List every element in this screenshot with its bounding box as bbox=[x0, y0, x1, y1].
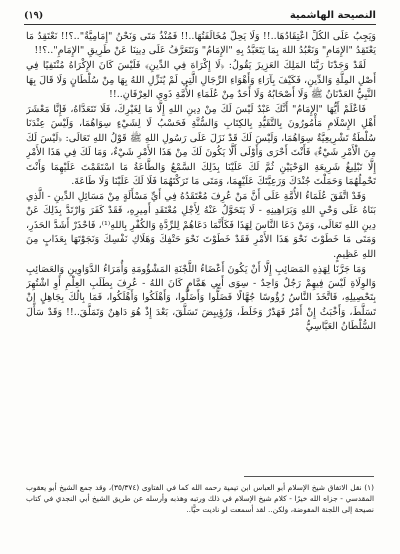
running-title: النصيحة الهاشمية bbox=[289, 9, 376, 21]
running-header bbox=[24, 7, 376, 23]
header-rule bbox=[24, 24, 376, 25]
paragraph: لَقَدْ وَجَدْنَا رَبَّنَا المَلِكَ العَزِيزَ يَقُولُ: ﴿لَا إِكْرَاهَ فِي الدِّينِ﴾ فَلَيْسَ كَانَ الإِكْرَاهُ مُنْتَفِيًا فِي أَصْلِ المِلَّةِ وَالدِّينِ، فَكَيْفَ بِآرَاءِ وَأَهْوَاءِ الرِّجَالِ الَّتِي لَمْ يُنَزِّلِ اللهُ بِهَا مِنْ سُلْطَانٍ وَلَا قَالَ بِهَا النَّبِيُّ العَدْنَانُ ﷺ وَلَا أَصْحَابُهُ وَلَا أَحَدٌ مِنْ عُلَمَاءِ الأُمَّةِ ذَوِي العِرْفَانِ..!! bbox=[26, 60, 376, 101]
page-number: (١٩) bbox=[24, 9, 44, 21]
paragraph: وَقَدْ اتَّفَقَ عُلَمَاءُ الأُمَّةِ عَلَى أَنَّ مَنْ عُرِفَ مُعْتَقَدُهُ فِي أَيِّ مَسْأَلَةٍ مِنْ مَسَائِلِ الدِّينِ - الَّذِي بَنَاهُ عَلَى وَحْيِ اللهِ وَبَرَاهِينِهِ - لَا يَتَحَوَّلُ عَنْهُ لِأَجْلِ مُعْتَقَدِ أَمِيرِهِ، فَقَدْ كَفَرَ وَارْتَدَّ بِذَلِكَ عَنْ دِينِ اللهِ تَعَالَى، وَمَنْ دَعَا النَّاسَ لِهَذَا فَكَأَنَّمَا دَعَاهُمْ لِلرِّدَّةِ وَالكُفْرِ بِاللهِ⁽¹⁾، فَاحْذَرْ أَشَدَّ الحَذَرِ، وَمَتَى مَا خَطَوْتَ نَحْوَ هَذَا الأَمْرِ فَقَدْ خَطَوْتَ نَحْوَ حَتْفِكَ وَهَلَاكِ نَفْسِكَ وَنَجَوْتَهَا بِعَذَابٍ مِنَ اللهِ عَظِيمٍ. bbox=[26, 190, 376, 260]
body-text bbox=[26, 30, 376, 462]
footnote-rule bbox=[244, 476, 374, 477]
paragraph: فَاعْلَمْ أَيُّهَا "الإِمَامُ" أَنَّكَ عَبْدٌ لَيْسَ لَكَ مِنْ دِينِ اللهِ إِلَّا مَا لِغَيْرِكَ، فَلَا تَتَعَدَّاهُ، فَإِنَّا مَعْشَرَ أَهْلِ الإِسْلَامِ مَأْمُورُونَ بِالتَّقَيُّدِ بِالكِتَابِ وَالسُّنَّةِ فَحَسْبُ لَا لِشَيْءٍ سِوَاهُمَا، وَلَيْسَ عِنْدَنَا سُلْطَةٌ تَشْرِيعِيَّةٌ سِوَاهُمَا، وَلَيْسَ لَكَ قَدْ نَزَلَ عَلَى رَسُولِ اللهِ ﷺ قَوْلُ اللهِ تَعَالَى: ﴿لَيْسَ لَكَ مِنَ الْأَمْرِ شَيْءٌ﴾ فَأَنْتَ أَحْرَى وَأَوْلَى أَلَّا يَكُونَ لَكَ مِنْ هَذَا الأَمْرِ شَيْءٌ، وَمَا لَكَ فِي هَذَا الأَمْرِ إِلَّا تَبْلِيغُ شَرِيعَةِ الوَحْيَيْنِ ثُمَّ لَكَ عَلَيْنَا بِذَلِكَ السَّمْعُ وَالطَّاعَةُ مَا اسْتَقَمْتَ عَلَيْهِمَا وَأَنْتَ تَحْمِلُهُمَا وَحَمَلْتَ جُنْدَكَ وَرَعِيَّتَكَ عَلَيْهِمَا، وَمَتَى مَا تَرَكْتَهُمَا فَلَا لَكَ عَلَيْنَا وَلَا طَاعَةَ. bbox=[26, 104, 376, 188]
footnote: (١) نقل الاتفاق شيخ الإسلام أبو العباس ابن تيمية رحمه الله كما في الفتاوى (٣٥/٣٧٤)، وقد جمع الشيخ أبو يعقوب المقدسي - جزاه الله خيرًا - كلام شيخ الإسلام في ذلك ورتبه وهذبه وأرسله عن طريق الشيخ أبي النجدي في كتاب نصيحة إلى اللجنة المفوضة، ولكن.. لقد أسمعت لو ناديت حيًّا.. bbox=[26, 483, 374, 514]
paragraph: وَمَا جَرَّنَا لِهَذِهِ المَصَائِبِ إِلَّا أَنْ يَكُونَ أَعْضَاءُ اللَّجْنَةِ المَشْؤُومَةِ وَأُمَرَاءُ الدَّوَاوِينِ وَالعَصَائِبِ وَالوِلَاةِ لَيْسَ فِيهِمْ رَجُلٌ وَاحِدٌ - سِوَى أَبِي هَمَّامٍ كَانَ اللهُ - عُرِفَ بِطَلَبِ العِلْمِ أَوِ اشْتُهِرَ بِتَحْصِيلِهِ، فَاتَّخَذَ النَّاسُ رُؤُوسًا جُهَّالًا فَضَلُّوا وَأَضَلُّوا، وَأَهْلَكُوا وَأَهْلَكُوا، فَمَا بِالُكَ بِجَاهِلٍ إِنْ تَسَلَّطَ، وَأَخْبَثُ إِنْ أَمْرُ فَهَدْرٌ وَخَلَطَ، وَرُؤِيبِضَ تَسَلَّقَ، بَعْدَ إِذْ هُوَ دَاهِنٌ وَتَمَلَّقَ..!! وَقَدْ سَأَلَ السُّلْطَانُ العَبَّاسِيُّ bbox=[26, 263, 376, 333]
paragraph: وَيَجِبُ عَلَى الكُلِّ اعْتِقَادُهَا..!! وَلَا يَحِلُّ مُخَالَفَتُهَا..!! فَمُنْذُ مَتَى وَنَحْنُ "إِمَامِيَّةٌ"..؟!! نَعْتَقِدُ مَا يَعْتَقِدُ "الإِمَامِ" وَنَعْبُدُ اللهَ بِمَا يَتَعَبَّدُ بِهِ "الإِمَامُ" وَنَتَعَرَّفُ عَلَى دِينِنَا عَنْ طَرِيقِ "الإِمَامِ"..؟!! bbox=[26, 31, 376, 57]
